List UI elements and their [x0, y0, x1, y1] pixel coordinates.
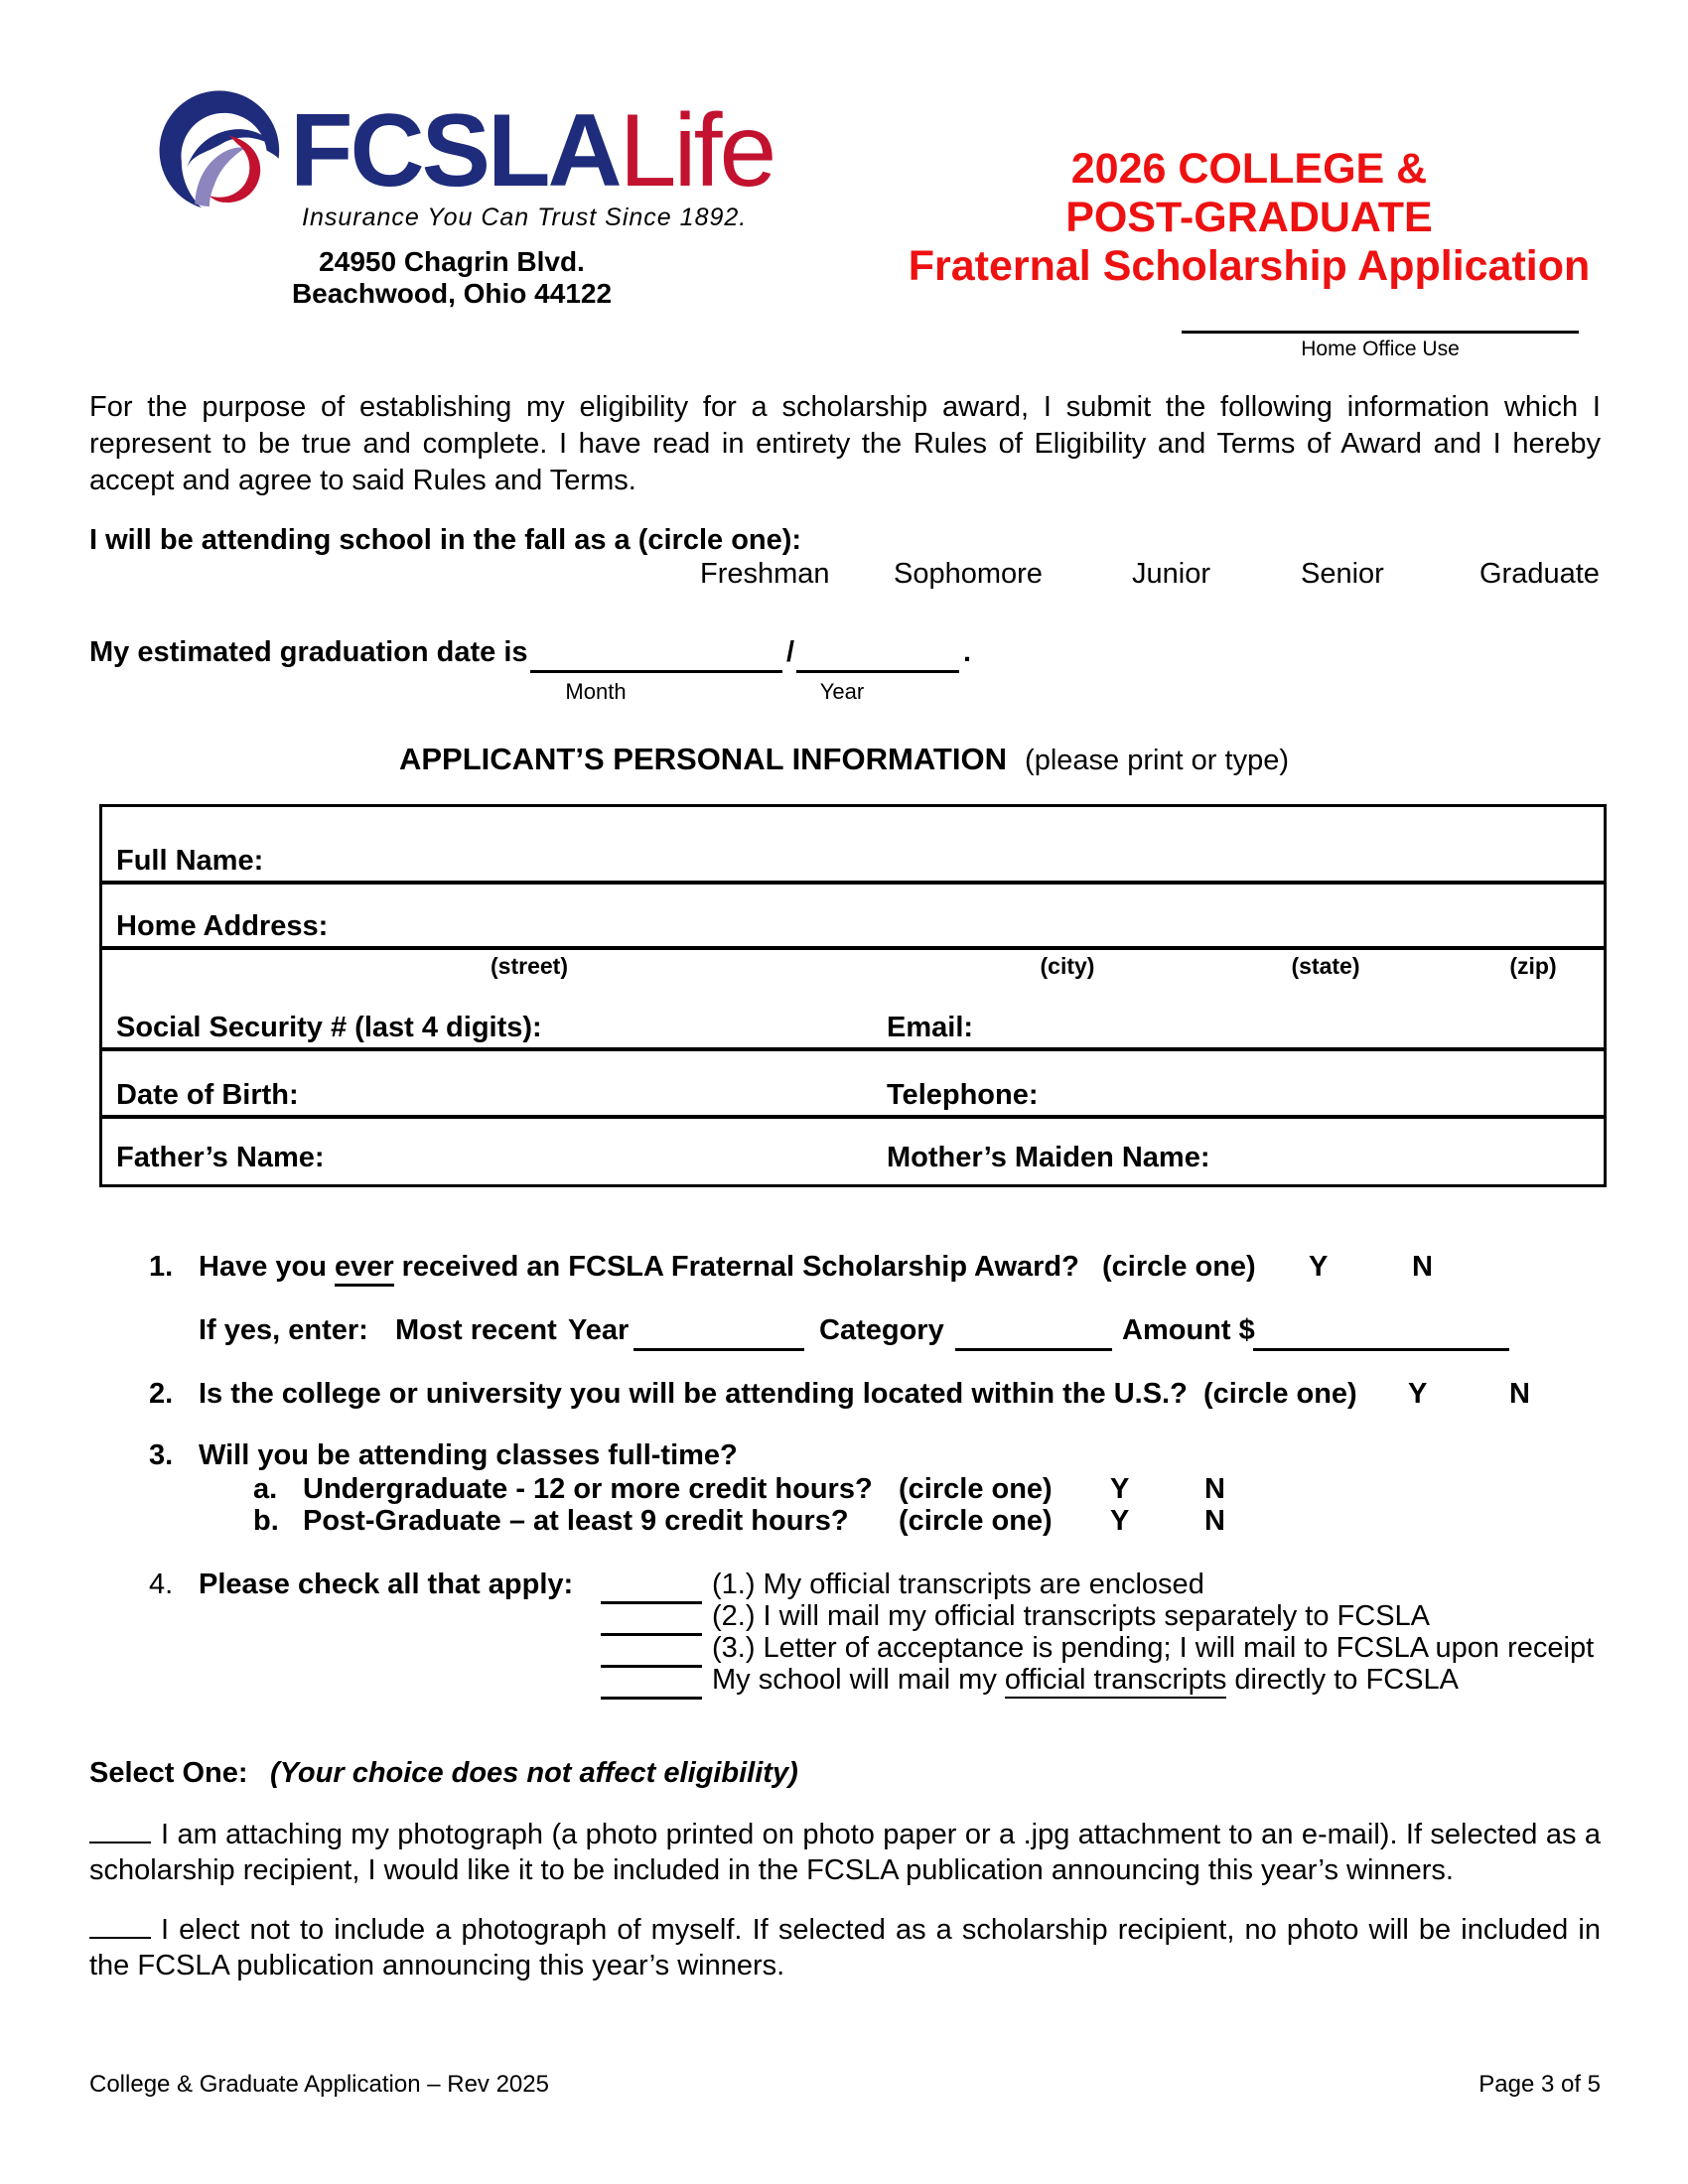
dob-field[interactable]: Date of Birth: — [116, 1079, 299, 1111]
personal-info-heading-note: (please print or type) — [1025, 745, 1289, 776]
q4-item4-pre: My school will mail my — [712, 1664, 997, 1696]
title-line2: POST-GRADUATE — [1065, 194, 1433, 241]
q2-number: 2. — [149, 1378, 174, 1410]
q4-item2-text: (2.) I will mail my official transcripts separately to FCSLA — [712, 1600, 1431, 1632]
attending-label: I will be attending school in the fall as a (circle one): — [89, 524, 802, 556]
personal-info-table — [99, 804, 1607, 1187]
q4-item2-num: (2.) — [712, 1600, 756, 1632]
fcsla-swirl-logo-icon — [155, 85, 288, 218]
q1-circle-one-label: (circle one) — [1102, 1251, 1256, 1283]
q4-item1-check-blank[interactable] — [601, 1601, 702, 1604]
q3b-circle-one-label: (circle one) — [899, 1505, 1053, 1537]
q1-yes-option[interactable]: Y — [1309, 1251, 1329, 1283]
eligibility-statement: For the purpose of establishing my eligibility for a scholarship award, I submit the following information which I represent to be true and complete. I have read in entirety the Rules of Eligibility and Terms of Award and I hereby accept and agree to said Rules and Terms. — [89, 391, 1601, 496]
title-line1: 2026 COLLEGE & — [1070, 145, 1428, 193]
telephone-field[interactable]: Telephone: — [887, 1079, 1039, 1111]
q3b-letter: b. — [253, 1505, 279, 1537]
q3b-yes-option[interactable]: Y — [1110, 1505, 1130, 1537]
class-option-senior[interactable]: Senior — [1301, 558, 1384, 590]
home-office-use-line — [1182, 331, 1579, 334]
street-caption: (street) — [491, 953, 568, 979]
personal-info-heading — [0, 742, 1688, 777]
q1-amount-label: Amount $ — [1122, 1314, 1255, 1346]
document-title — [894, 145, 1605, 291]
q1-year-blank[interactable] — [633, 1314, 804, 1351]
footer-page-number: Page 3 of 5 — [1478, 2071, 1601, 2098]
q2-text: Is the college or university you will be attending located within the U.S.? — [199, 1378, 1188, 1410]
q1-text-after: received an FCSLA Fraternal Scholarship Award? — [401, 1251, 1079, 1283]
q1-number: 1. — [149, 1251, 174, 1283]
q4-item1-num: (1.) — [712, 1569, 756, 1600]
q1-most-recent-label: Most recent — [395, 1314, 557, 1346]
footer-doc-revision: College & Graduate Application – Rev 2025 — [89, 2071, 549, 2098]
q1-ifyes-label: If yes, enter: — [199, 1314, 368, 1346]
zip-caption: (zip) — [1509, 953, 1557, 979]
brand-wordmark — [290, 93, 774, 208]
graduation-date-label: My estimated graduation date is — [89, 636, 528, 668]
city-caption: (city) — [1040, 953, 1095, 979]
title-line3: Fraternal Scholarship Application — [908, 242, 1591, 290]
class-option-sophomore[interactable]: Sophomore — [894, 558, 1043, 590]
q4-number: 4. — [149, 1569, 174, 1600]
photo-decline-text: I elect not to include a photograph of myself. If selected as a scholarship recipient, no photo will be included in the FCSLA publication announcing this year’s winners. — [89, 1914, 1601, 1981]
q3a-no-option[interactable]: N — [1204, 1473, 1225, 1505]
graduation-date-slash: / — [786, 636, 795, 668]
photo-decline-blank[interactable] — [89, 1937, 151, 1939]
mother-maiden-name-field[interactable]: Mother’s Maiden Name: — [887, 1142, 1210, 1173]
brand-fcsla: FCSLA — [290, 93, 620, 208]
q4-item3-text: (3.) Letter of acceptance is pending; I will mail to FCSLA upon receipt — [712, 1632, 1595, 1664]
q3-text: Will you be attending classes full-time? — [199, 1439, 738, 1471]
select-one-label: Select One: — [89, 1757, 248, 1789]
address-line1: 24950 Chagrin Blvd. — [319, 246, 585, 277]
q4-item4-text — [712, 1664, 1459, 1697]
q2-circle-one-label: (circle one) — [1203, 1378, 1357, 1410]
q1-category-blank[interactable] — [955, 1314, 1112, 1351]
q1-no-option[interactable]: N — [1412, 1251, 1433, 1283]
select-one-note: (Your choice does not affect eligibility) — [270, 1757, 798, 1789]
email-field[interactable]: Email: — [887, 1012, 974, 1043]
q4-item3-check-blank[interactable] — [601, 1665, 702, 1668]
year-caption: Year — [819, 679, 865, 704]
q1-year-label: Year — [568, 1314, 630, 1346]
photo-attach-text: I am attaching my photograph (a photo printed on photo paper or a .jpg attachment to an e-mail). If selected as a scholarship recipient, I would like it to be included in the FCSLA publication announcing this year’s winners. — [89, 1819, 1601, 1886]
state-caption: (state) — [1291, 953, 1360, 979]
address-line2: Beachwood, Ohio 44122 — [291, 278, 613, 309]
brand-life: Life — [619, 93, 774, 208]
q4-label: Please check all that apply: — [199, 1569, 574, 1600]
photo-attach-blank[interactable] — [89, 1842, 151, 1843]
graduation-year-blank[interactable] — [796, 636, 959, 673]
row-divider — [102, 946, 1604, 950]
graduation-date-period: . — [963, 636, 972, 668]
home-address-field[interactable]: Home Address: — [116, 910, 329, 942]
q4-item4-post: directly to FCSLA — [1234, 1664, 1459, 1696]
class-option-junior[interactable]: Junior — [1132, 558, 1210, 590]
q3a-text: Undergraduate - 12 or more credit hours? — [303, 1473, 873, 1505]
row-divider — [102, 1047, 1604, 1051]
company-address — [278, 246, 626, 310]
q4-item4-underlined: official transcripts — [1005, 1664, 1227, 1699]
q1-text — [199, 1251, 1079, 1284]
home-office-use-label: Home Office Use — [1301, 338, 1460, 360]
ssn-field[interactable]: Social Security # (last 4 digits): — [116, 1012, 542, 1043]
q1-amount-blank[interactable] — [1253, 1314, 1509, 1351]
class-option-freshman[interactable]: Freshman — [700, 558, 830, 590]
graduation-month-blank[interactable] — [530, 636, 782, 673]
q4-item4-check-blank[interactable] — [601, 1697, 702, 1700]
q4-item2-check-blank[interactable] — [601, 1633, 702, 1636]
brand-tagline: Insurance You Can Trust Since 1892. — [302, 204, 748, 231]
personal-info-heading-text: APPLICANT’S PERSONAL INFORMATION — [398, 742, 1007, 776]
q4-item3-num: (3.) — [712, 1632, 756, 1664]
q3-number: 3. — [149, 1439, 174, 1471]
full-name-field[interactable]: Full Name: — [116, 845, 264, 877]
q2-no-option[interactable]: N — [1509, 1378, 1530, 1410]
month-caption: Month — [565, 679, 627, 704]
q2-yes-option[interactable]: Y — [1408, 1378, 1428, 1410]
q3b-no-option[interactable]: N — [1204, 1505, 1225, 1537]
q3a-yes-option[interactable]: Y — [1110, 1473, 1130, 1505]
class-option-graduate[interactable]: Graduate — [1479, 558, 1600, 590]
q1-text-before: Have you — [199, 1251, 327, 1283]
row-divider — [102, 881, 1604, 885]
q1-category-label: Category — [819, 1314, 944, 1346]
photo-decline-option — [89, 1912, 1601, 1983]
q3a-letter: a. — [253, 1473, 278, 1505]
q3b-text: Post-Graduate – at least 9 credit hours? — [303, 1505, 849, 1537]
father-name-field[interactable]: Father’s Name: — [116, 1142, 325, 1173]
q1-ever-underlined: ever — [335, 1251, 394, 1287]
row-divider — [102, 1115, 1604, 1119]
q4-item1-text: (1.) My official transcripts are enclosed — [712, 1569, 1204, 1600]
q3a-circle-one-label: (circle one) — [899, 1473, 1053, 1505]
photo-attach-option — [89, 1817, 1601, 1888]
